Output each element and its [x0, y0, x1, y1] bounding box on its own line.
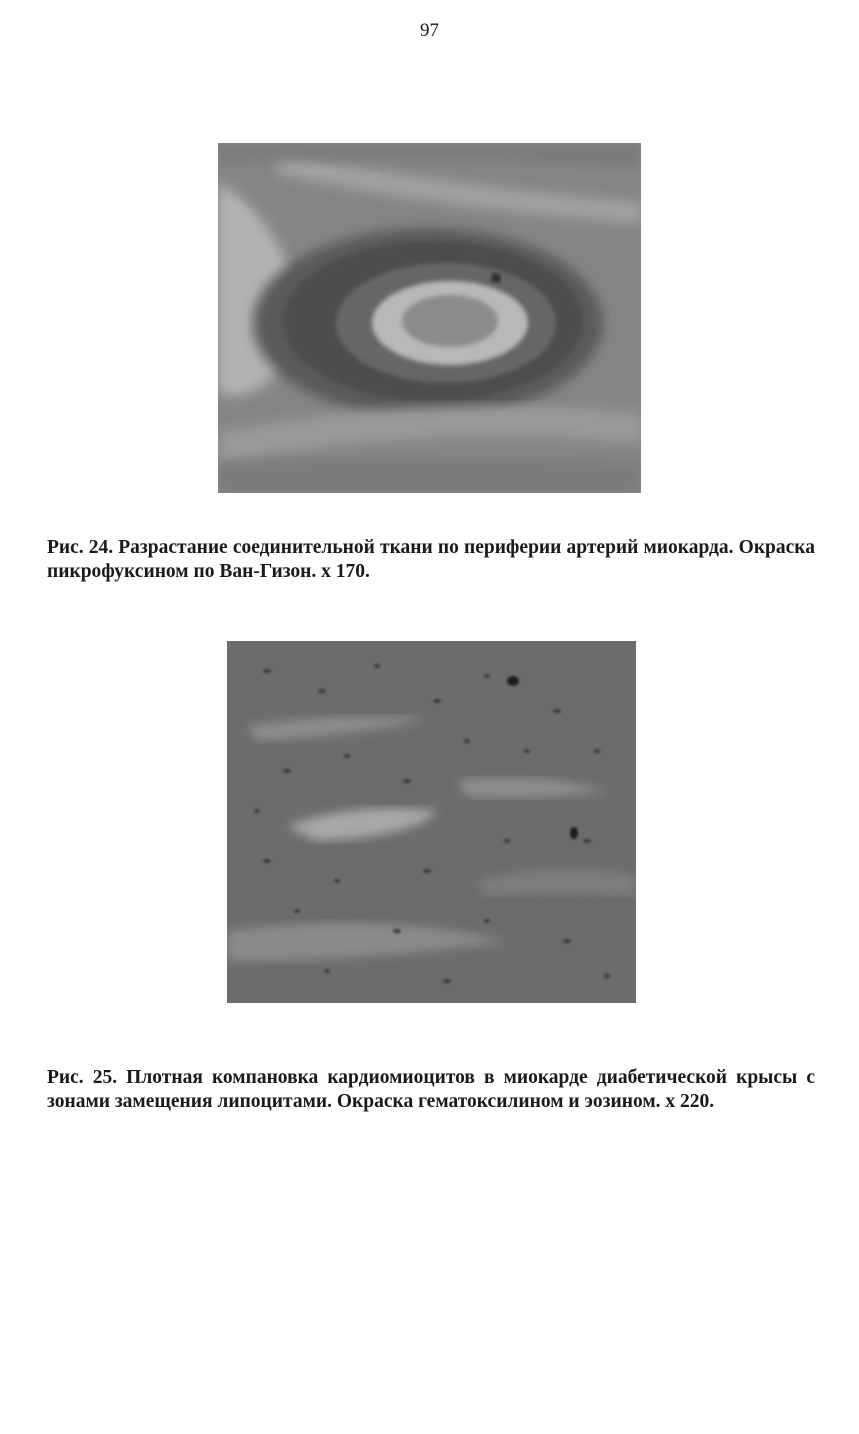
micrograph-artery [218, 143, 641, 493]
micrograph-myocardium [227, 641, 636, 1003]
page-number: 97 [420, 20, 439, 41]
figure-24-caption: Рис. 24. Разрастание соединительной ткани по периферии артерий миокарда. Окраска пикрофуксином по Ван-Гизон. х 170. [47, 537, 815, 582]
figure-25-caption: Рис. 25. Плотная компановка кардиомиоцитов в миокарде диабетической крысы с зонами замещения липоцитами. Окраска гематоксилином и эозином. х 220. [47, 1067, 815, 1112]
